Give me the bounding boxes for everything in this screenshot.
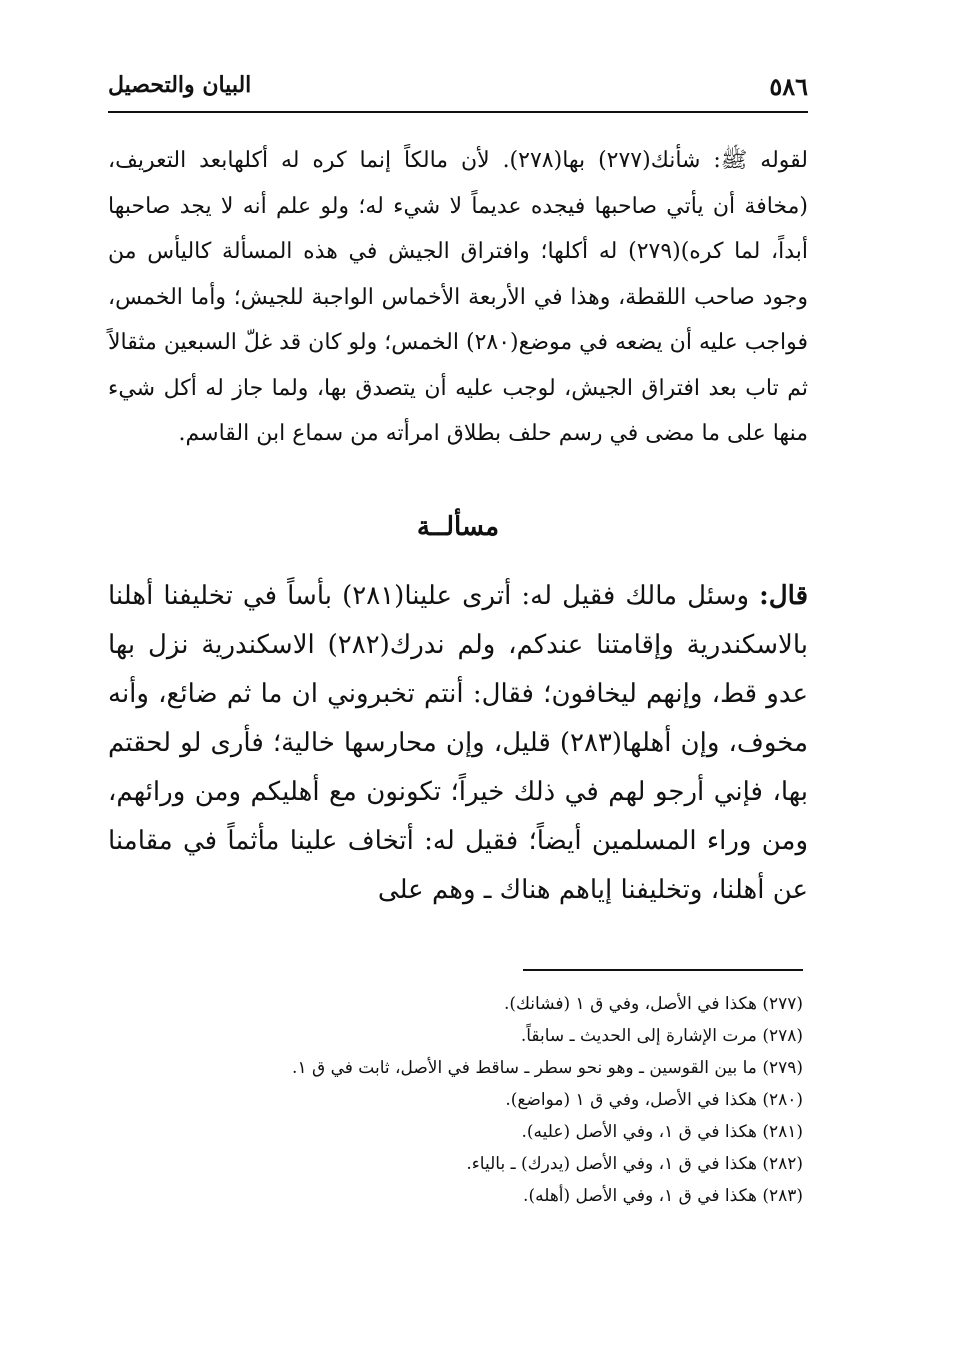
footnote-282: (٢٨٢) هكذا في ق ١، وفي الأصل (يدرك) ـ بالياء.	[466, 1154, 803, 1174]
footnote-278: (٢٧٨) مرت الإشارة إلى الحديث ـ سابقاً.	[520, 1026, 803, 1046]
footnote-279: (٢٧٩) ما بين القوسين ـ وهو نحو سطر ـ ساقط في الأصل، ثابت في ق ١.	[292, 1058, 803, 1078]
paragraph-2-text: وسئل مالك فقيل له: أترى علينا(٢٨١) بأساً في تخليفنا أهلنا بالاسكندرية وإقامتنا عندكم، ولم ندرك(٢٨٢) الاسكندرية نزل بها عدو قط، وإنهم ليخافون؛ فقال: أنتم تخبروني ان ما ثم ضائع، وأنه مخوف، وإن أهلها(٢٨٣) قليل، وإن محارسها خالية؛ فأرى لو لحقتم بها، فإني أرجو لهم في ذلك خيراً؛ تكونون مع أهليكم ومن ورائهم، ومن وراء المسلمين أيضاً؛ فقيل له: أتخاف علينا مأثماً في مقامنا عن أهلنا، وتخليفنا إياهم هناك ـ وهم على	[108, 581, 808, 905]
header-rule	[108, 111, 808, 113]
footnote-280: (٢٨٠) هكذا في الأصل، وفي ق ١ (مواضع).	[505, 1090, 803, 1110]
speaker-label: قال:	[759, 581, 809, 611]
body-paragraph-1: لقوله ﷺ: شأنك(٢٧٧) بها(٢٧٨). لأن مالكاً إنما كره له أكلهابعد التعريف، (مخافة أن يأتي صاحبها فيجده عديماً لا شيء له؛ ولو علم أنه لا يجد صاحبها أبداً، لما كره)(٢٧٩) له أكلها؛ وافتراق الجيش في هذه المسألة كاليأس من وجود صاحب اللقطة، وهذا في الأربعة الأخماس الواجبة للجيش؛ وأما الخمس، فواجب عليه أن يضعه في موضع(٢٨٠) الخمس؛ ولو كان قد غلّ السبعين مثقالاً ثم تاب بعد افتراق الجيش، لوجب عليه أن يتصدق بها، ولما جاز له أكل شيء منها على ما مضى في رسم حلف بطلاق امرأته من سماع ابن القاسم.	[108, 148, 809, 446]
footnote-277: (٢٧٧) هكذا في الأصل، وفي ق ١ (فشانك).	[503, 994, 803, 1014]
footnote-283: (٢٨٣) هكذا في ق ١، وفي الأصل (أهله).	[523, 1186, 803, 1206]
footnote-281: (٢٨١) هكذا في ق ١، وفي الأصل (عليه).	[521, 1122, 803, 1142]
page-number: ٥٨٦	[769, 72, 808, 101]
footnote-rule	[523, 969, 803, 971]
body-paragraph-2	[108, 572, 808, 915]
section-title: مسألــة	[416, 512, 500, 542]
footnotes	[108, 988, 803, 1212]
page-header	[108, 64, 808, 112]
running-title: البيان والتحصيل	[108, 72, 252, 98]
